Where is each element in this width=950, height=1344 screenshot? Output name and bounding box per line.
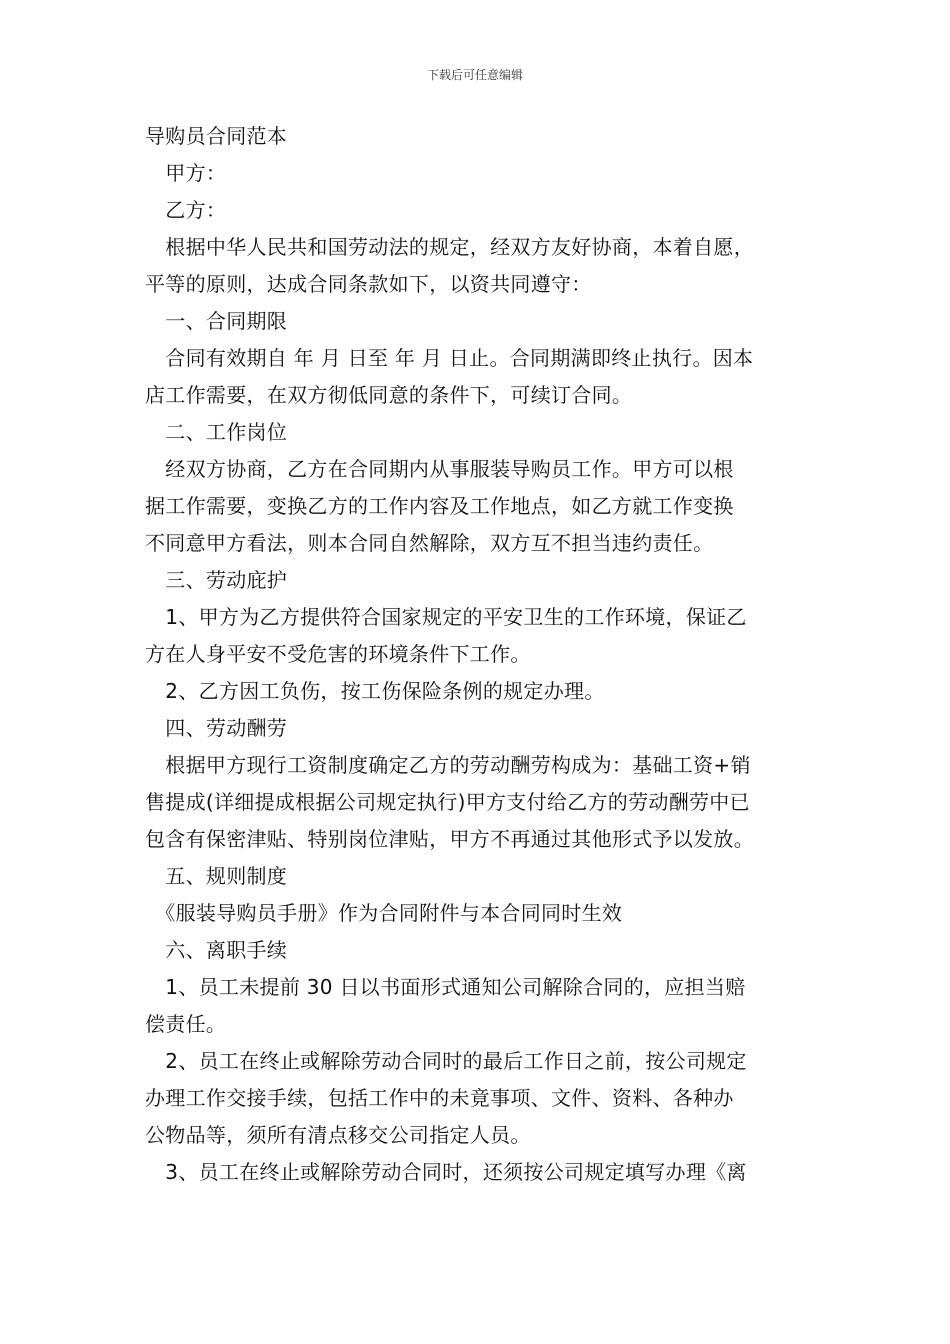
paragraph-line: 包含有保密津贴、特别岗位津贴，甲方不再通过其他形式予以发放。 bbox=[145, 827, 754, 851]
paragraph-line: 《服装导购员手册》作为合同附件与本合同同时生效 bbox=[145, 901, 623, 925]
paragraph-line: 售提成(详细提成根据公司规定执行)甲方支付给乙方的劳动酬劳中已 bbox=[145, 790, 750, 814]
paragraph-line: 方在人身平安不受危害的环境条件下工作。 bbox=[145, 642, 531, 666]
paragraph-line: 偿责任。 bbox=[145, 1012, 227, 1036]
paragraph-line: 1、员工未提前 30 日以书面形式通知公司解除合同的，应担当赔 bbox=[145, 975, 746, 999]
section-heading: 六、离职手续 bbox=[145, 938, 288, 962]
paragraph-line: 据工作需要，变换乙方的工作内容及工作地点，如乙方就工作变换 bbox=[145, 494, 734, 518]
paragraph-line: 2、乙方因工负伤，按工伤保险条例的规定办理。 bbox=[145, 679, 605, 703]
document-body bbox=[145, 118, 815, 1191]
paragraph-line: 平等的原则，达成合同条款如下，以资共同遵守： bbox=[145, 272, 592, 296]
paragraph-line: 根据甲方现行工资制度确定乙方的劳动酬劳构成为：基础工资+销 bbox=[145, 753, 751, 777]
section-heading: 四、劳动酬劳 bbox=[145, 716, 288, 740]
section-heading: 二、工作岗位 bbox=[145, 420, 288, 444]
paragraph-line: 2、员工在终止或解除劳动合同时的最后工作日之前，按公司规定 bbox=[145, 1049, 747, 1073]
paragraph-line: 经双方协商，乙方在合同期内从事服装导购员工作。甲方可以根 bbox=[145, 457, 734, 481]
paragraph-line: 3、员工在终止或解除劳动合同时，还须按公司规定填写办理《离 bbox=[145, 1160, 747, 1184]
section-heading: 五、规则制度 bbox=[145, 864, 288, 888]
paragraph-line: 办理工作交接手续，包括工作中的未竟事项、文件、资料、各种办 bbox=[145, 1086, 734, 1110]
paragraph-line: 合同有效期自 年 月 日至 年 月 日止。合同期满即终止执行。因本 bbox=[145, 346, 754, 370]
document-title: 导购员合同范本 bbox=[145, 124, 288, 148]
section-heading: 三、劳动庇护 bbox=[145, 568, 288, 592]
paragraph-line: 不同意甲方看法，则本合同自然解除，双方互不担当违约责任。 bbox=[145, 531, 714, 555]
paragraph-line: 根据中华人民共和国劳动法的规定，经双方友好协商，本着自愿， bbox=[145, 235, 754, 259]
section-heading: 一、合同期限 bbox=[145, 309, 288, 333]
party-a-line: 甲方： bbox=[145, 161, 227, 185]
paragraph-line: 店工作需要，在双方彻低同意的条件下，可续订合同。 bbox=[145, 383, 633, 407]
paragraph-line: 1、甲方为乙方提供符合国家规定的平安卫生的工作环境，保证乙 bbox=[145, 605, 747, 629]
party-b-line: 乙方： bbox=[145, 198, 227, 222]
page-header-note: 下载后可任意编辑 bbox=[426, 68, 523, 82]
paragraph-line: 公物品等，须所有清点移交公司指定人员。 bbox=[145, 1123, 531, 1147]
